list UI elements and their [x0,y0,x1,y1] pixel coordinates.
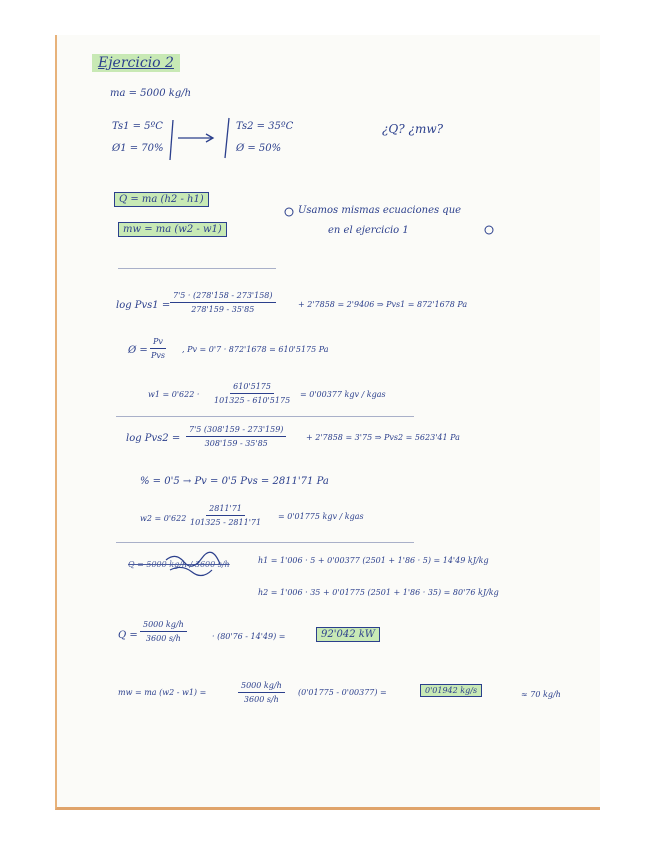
state2-temperature: Ts2 = 35ºC [236,121,294,132]
vapor-pressure-1: , Pv = 0'7 · 872'1678 = 610'5175 Pa [182,345,329,354]
q-answer: 92'042 kW [316,627,380,642]
heat-equation: Q = ma (h2 - h1) [114,192,209,207]
step1-log-lhs: log Pvs1 = [116,300,171,311]
state1-temperature: Ts1 = 5ºC [112,121,163,132]
q-numerator: 5000 kg/h [140,620,187,632]
step2-denominator: 308'159 - 35'85 [204,439,268,448]
mass-flow-air: ma = 5000 kg/h [110,88,192,99]
step1-log-result: + 2'7858 = 2'9406 ⇒ Pvs1 = 872'1678 Pa [298,300,468,309]
mw-lhs: mw = ma (w2 - w1) = [118,688,207,697]
w2-numerator: 2811'71 [206,504,245,516]
w1-numerator: 610'5175 [230,382,274,394]
crossed-out-attempt: Q = 5000 kg/h / 3600 s/h [128,560,230,569]
q-denominator: 3600 s/h [145,634,181,643]
enthalpy-h1: h1 = 1'006 · 5 + 0'00377 (2501 + 1'86 · 5) = 14'49 kJ/kg [258,556,489,565]
mw-answer: 0'01942 kg/s [420,684,482,697]
mw-fraction [238,681,285,704]
w1-denominator: 101325 - 610'5175 [214,396,291,405]
vapor-pressure-2: % = 0'5 → Pv = 0'5 Pvs = 2811'71 Pa [140,476,329,487]
mw-numerator: 5000 kg/h [238,681,285,693]
w1-lhs: w1 = 0'622 · [148,390,200,399]
w2-denominator: 101325 - 2811'71 [190,518,262,527]
w2-result: = 0'01775 kgv / kgas [278,512,364,521]
phi-lhs: Ø = [128,345,148,356]
note-line-1: Usamos mismas ecuaciones que [298,205,462,216]
state1-humidity: Ø1 = 70% [112,143,164,154]
step2-log-result: + 2'7858 = 3'75 ⇒ Pvs2 = 5623'41 Pa [306,433,460,442]
w2-lhs: w2 = 0'622 [140,514,187,523]
water-equation: mw = ma (w2 - w1) [118,222,227,237]
step2-log-lhs: log Pvs2 = [126,433,181,444]
mw-middle: (0'01775 - 0'00377) = [298,688,387,697]
phi-numerator: Pv [150,337,166,349]
phi-denominator: Pvs [150,351,165,360]
q-lhs: Q = [118,630,138,641]
step2-numerator: 7'5 (308'159 - 273'159) [186,425,286,437]
mw-approx: ≈ 70 kg/h [521,690,561,699]
exercise-title: Ejercicio 2 [92,54,180,72]
question: ¿Q? ¿mw? [382,122,444,136]
note-line-2: en el ejercicio 1 [328,225,409,236]
step1-numerator: 7'5 · (278'158 - 273'158) [170,291,276,303]
w1-result: = 0'00377 kgv / kgas [300,390,386,399]
step1-denominator: 278'159 - 35'85 [191,305,255,314]
mw-denominator: 3600 s/h [243,695,279,704]
enthalpy-h2: h2 = 1'006 · 35 + 0'01775 (2501 + 1'86 · 35) = 80'76 kJ/kg [258,588,499,597]
q-fraction [140,620,187,643]
q-middle: · (80'76 - 14'49) = [212,632,286,641]
state2-humidity: Ø = 50% [236,143,282,154]
